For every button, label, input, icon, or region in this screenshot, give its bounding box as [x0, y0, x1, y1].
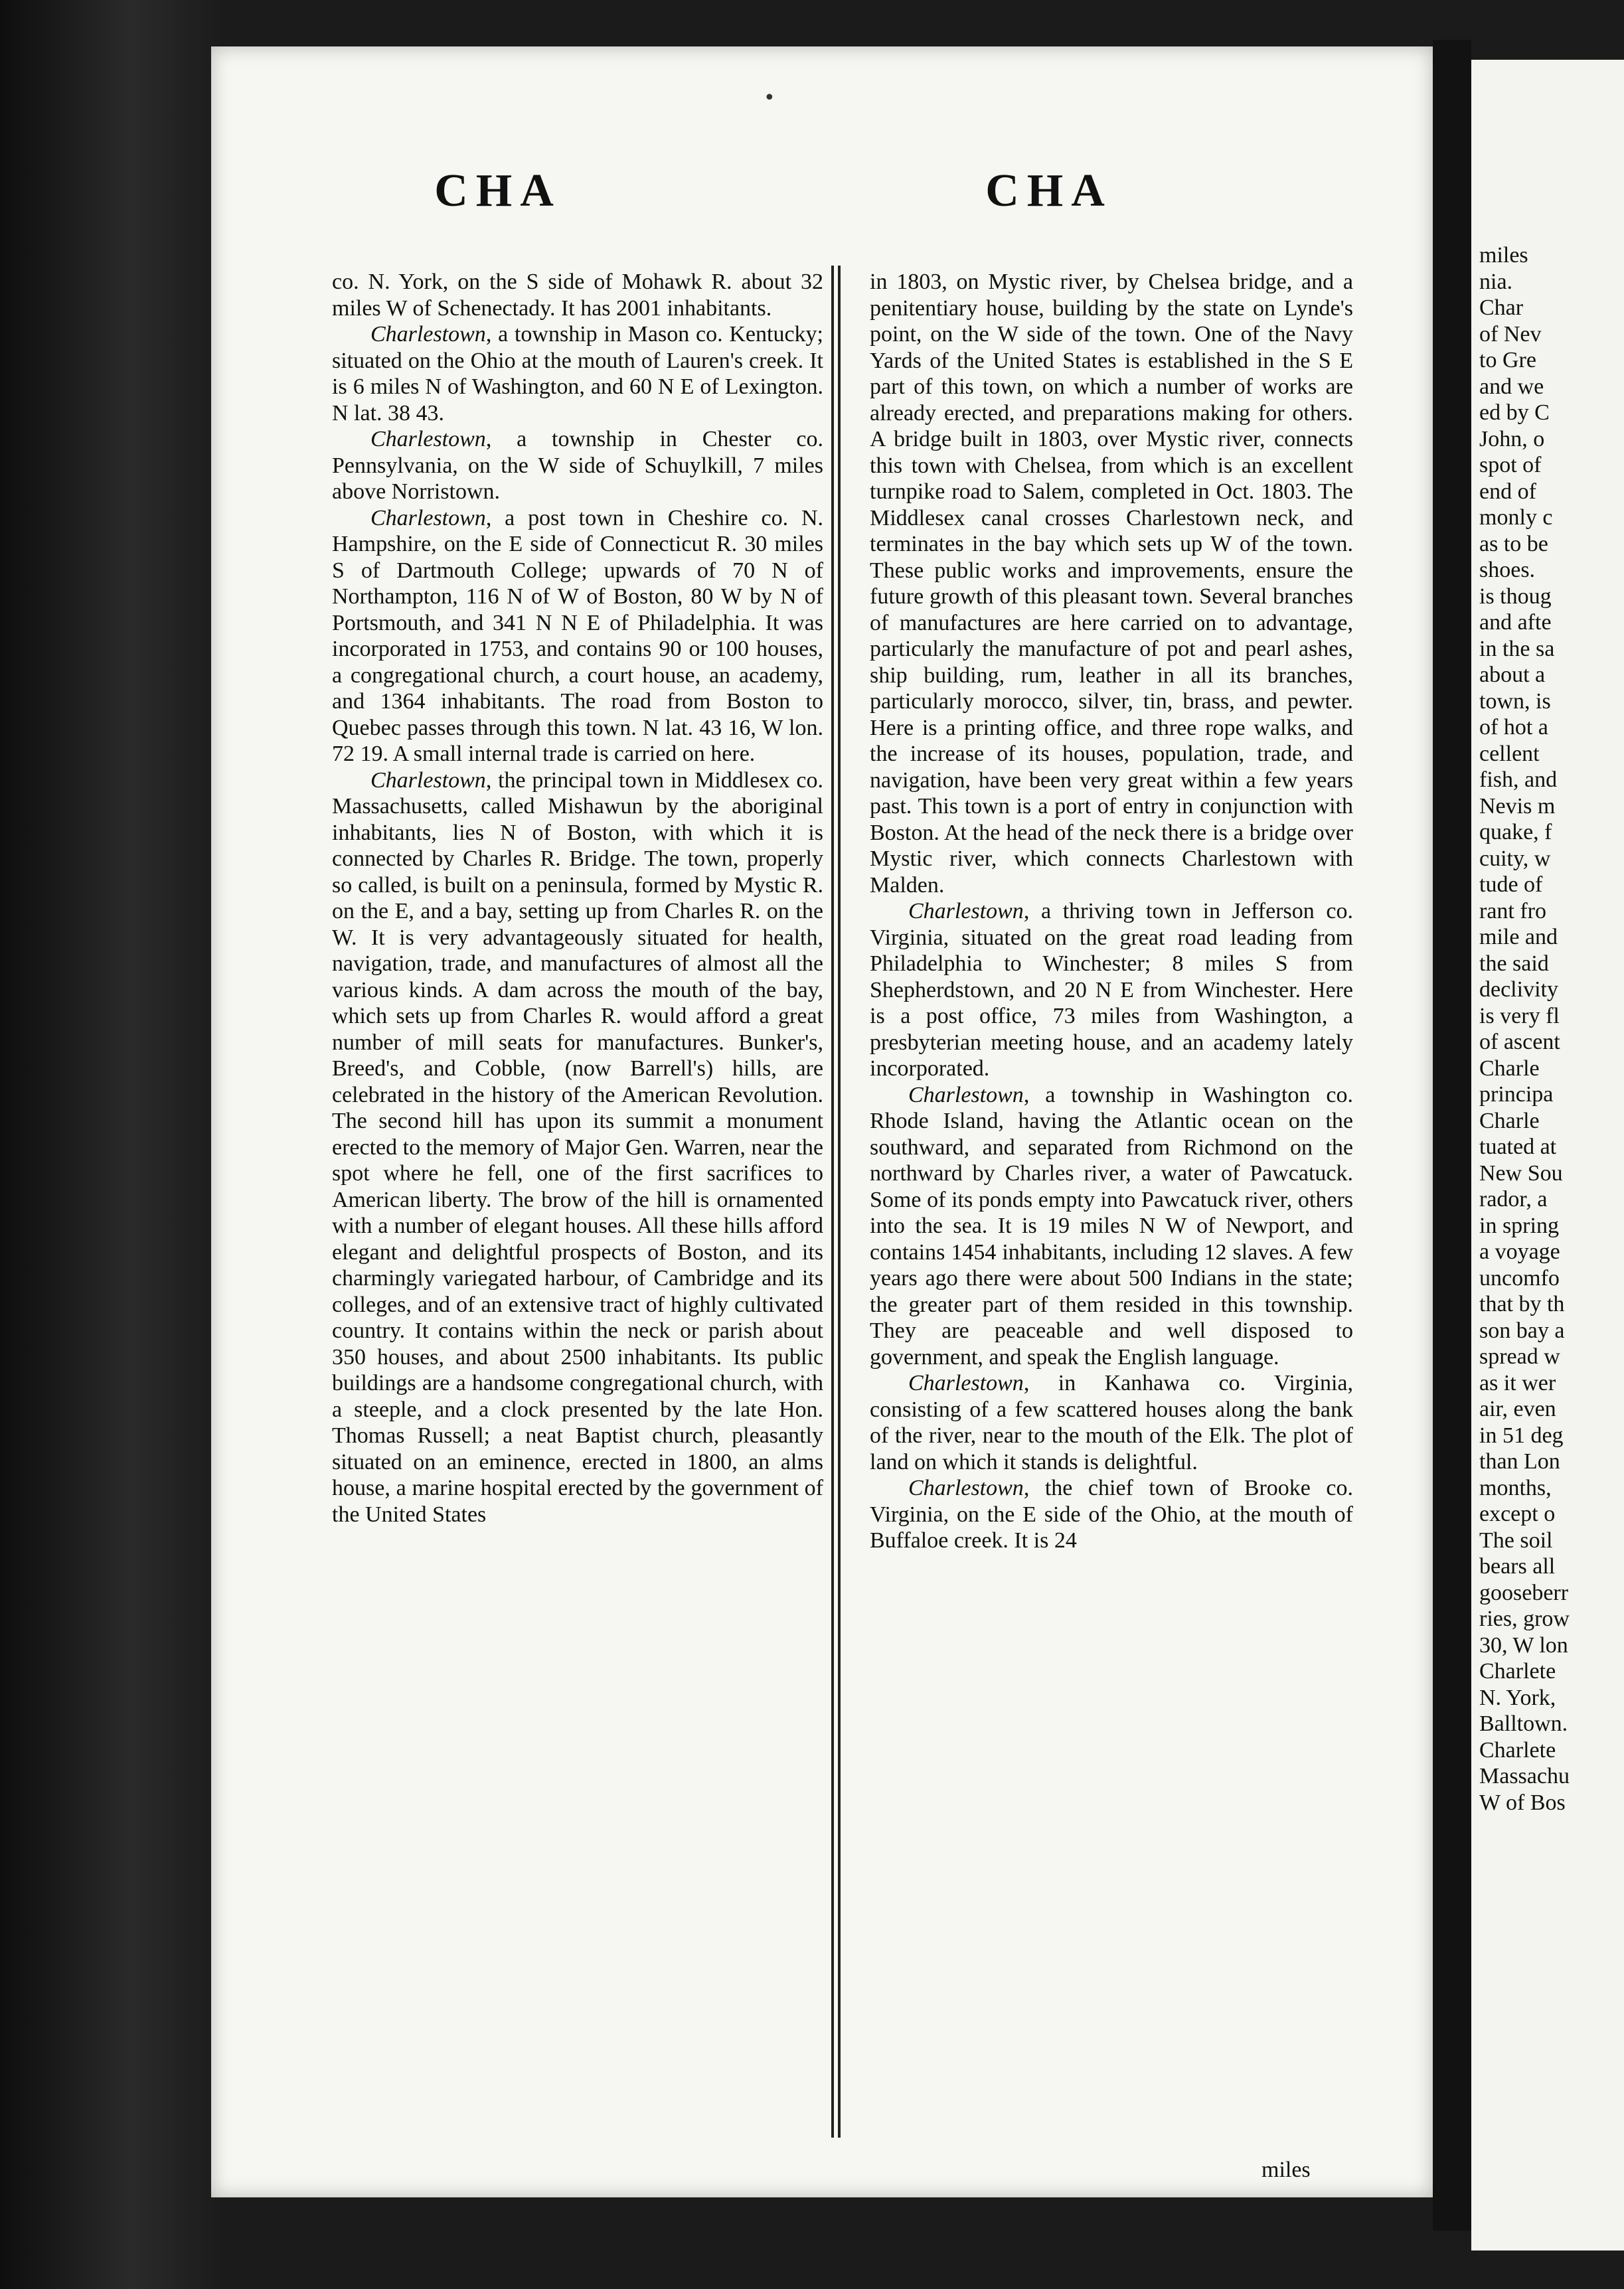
- fragment-line: the said: [1479, 951, 1549, 976]
- gazetteer-entry: [870, 1370, 1353, 1475]
- fragment-line: of hot a: [1479, 715, 1548, 740]
- fragment-line: rant fro: [1479, 898, 1547, 923]
- fragment-line: principa: [1479, 1082, 1554, 1107]
- gazetteer-entry: [332, 505, 823, 767]
- entry-text: , a township in Mason co. Kentucky; situated on the Ohio at the mouth of Lauren's creek. It is 6 miles N of Washington, and 60 N E of Lexington. N lat. 38 43.: [332, 322, 823, 426]
- gazetteer-entry: [332, 767, 823, 1528]
- fragment-line: Massachu: [1479, 1764, 1570, 1788]
- fragment-line: Char: [1479, 295, 1524, 320]
- fragment-line: in 51 deg: [1479, 1423, 1564, 1448]
- fragment-line: is very fl: [1479, 1003, 1560, 1028]
- gazetteer-entry: [332, 269, 823, 321]
- gazetteer-entry: [332, 426, 823, 505]
- entry-text: , in Kanhawa co. Virginia, consisting of a few scattered houses along the bank of the river, near to the mouth of the Elk. The plot of land on which it stands is delightful.: [870, 1371, 1353, 1474]
- gazetteer-entry: [870, 1475, 1353, 1554]
- fragment-line: a voyage: [1479, 1239, 1560, 1264]
- fragment-line: fish, and: [1479, 767, 1558, 792]
- fragment-line: quake, f: [1479, 820, 1552, 844]
- entry-headword: Charlestown: [370, 427, 486, 451]
- entry-headword: Charlestown: [370, 505, 486, 530]
- fragment-line: The soil: [1479, 1528, 1553, 1553]
- fragment-line: months,: [1479, 1475, 1552, 1500]
- entry-text: , the principal town in Middlesex co. Massachusetts, called Mishawun by the aboriginal inhabitants, lies N of Boston, with which it is connected by Charles R. Bridge. The town, properly so called, is built on a peninsula, formed by Mystic R. on the E, and a bay, setting up from Charles R. on the W. It is very advantageously situated for health, navigation, trade, and manufactures of almost all the various kinds. A dam across the mouth of the bay, which sets up from Charles R. would afford a great number of mill seats for manufactures. Bunker's, Breed's, and Cobble, (now Barrell's) hills, are celebrated in the history of the American Revolution. The second hill has upon its summit a monument erected to the memory of Major Gen. Warren, near the spot where he fell, one of the first sacrifices to American liberty. The brow of the hill is ornamented with a number of elegant houses. All these hills afford elegant and delightful prospects of Boston, and its charmingly variegated harbour, of Cambridge and its colleges, and of an extensive tract of highly cultivated country. It contains within the neck or parish about 350 houses, and about 2500 inhabitants. Its public buildings are a handsome congregational church, with a steeple, and a clock presented by the late Hon. Thomas Russell; a neat Baptist church, pleasantly situated on an eminence, erected in 1800, an alms house, a marine hospital erected by the government of the United States: [332, 767, 823, 1527]
- entry-text: , the chief town of Brooke co. Virginia, on the E side of the Ohio, at the mouth of Buffaloe creek. It is 24: [870, 1476, 1353, 1553]
- entry-text: , a thriving town in Jefferson co. Virginia, situated on the great road leading from Philadelphia to Winchester; 8 miles S from Shepherdstown, and 20 N E from Winchester. Here is a post office, 73 miles from Washington, a presbyterian meeting house, and an academy lately incorporated.: [870, 899, 1353, 1081]
- fragment-line: in the sa: [1479, 636, 1555, 661]
- fragment-line: bears all: [1479, 1554, 1556, 1579]
- fragment-line: of ascent: [1479, 1030, 1560, 1054]
- fragment-line: Balltown.: [1479, 1711, 1568, 1736]
- fragment-line: gooseberr: [1479, 1580, 1569, 1605]
- page-mark: •: [764, 86, 775, 110]
- fragment-line: Charle: [1479, 1056, 1540, 1081]
- gazetteer-entry: [332, 321, 823, 426]
- entry-headword: Charlestown: [370, 767, 486, 793]
- fragment-line: spot of: [1479, 453, 1542, 477]
- entry-text: in 1803, on Mystic river, by Chelsea bridge, and a penitentiary house, building by the state on Lynde's point, on the W side of the town. One of the Navy Yards of the United States is established in the S E part of this town, on which a number of works are already erected, and preparations making for others. A bridge built in 1803, over Mystic river, connects this town with Chelsea, from which is an excellent turnpike road to Salem, completed in Oct. 1803. The Middlesex canal crosses Charlestown neck, and terminates in the bay which sets up W of the town. These public works and improvements, ensure the future growth of this pleasant town. Several branches of manufactures are here carried on to advantage, particularly the manufacture of pot and pearl ashes, ship building, rum, leather in all its branches, particularly morocco, silver, tin, brass, and pewter. Here is a printing office, and three rope walks, and the increase of its houses, population, trade, and navigation, have been very great within a few years past. This town is a port of entry in conjunction with Boston. At the head of the neck there is a bridge over Mystic river, which connects Charlestown with Malden.: [870, 270, 1353, 898]
- fragment-line: John, o: [1479, 426, 1545, 451]
- fragment-line: than Lon: [1479, 1449, 1560, 1474]
- left-column: [332, 269, 823, 2148]
- fragment-line: W of Bos: [1479, 1790, 1566, 1815]
- fragment-line: Charle: [1479, 1108, 1540, 1133]
- fragment-line: 30, W lon: [1479, 1632, 1568, 1658]
- book-binding: [0, 0, 219, 2289]
- fragment-line: nia.: [1479, 269, 1513, 294]
- running-head-left: CHA: [434, 165, 562, 216]
- fragment-line: tuated at: [1479, 1135, 1557, 1159]
- fragment-line: cuity, w: [1479, 846, 1551, 871]
- fragment-line: declivity: [1479, 977, 1558, 1002]
- fragment-line: of Nev: [1479, 321, 1542, 347]
- fragment-line: son bay a: [1479, 1318, 1565, 1343]
- fragment-line: except o: [1479, 1502, 1556, 1526]
- fragment-line: and afte: [1479, 610, 1552, 635]
- fragment-line: spread w: [1479, 1344, 1560, 1369]
- fragment-line: as it wer: [1479, 1370, 1556, 1395]
- fragment-line: mile and: [1479, 925, 1558, 949]
- gazetteer-entry: [870, 898, 1353, 1082]
- fragment-line: ries, grow: [1479, 1607, 1570, 1631]
- fragment-line: is thoug: [1479, 584, 1552, 609]
- right-page-edge: [1471, 60, 1624, 2250]
- fragment-line: air, even: [1479, 1397, 1556, 1421]
- fragment-line: as to be: [1479, 531, 1548, 556]
- fragment-line: New Sou: [1479, 1160, 1563, 1186]
- entry-text: co. N. York, on the S side of Mohawk R. about 32 miles W of Schenectady. It has 2001 inhabitants.: [332, 270, 823, 321]
- fragment-line: in spring: [1479, 1213, 1559, 1238]
- fragment-line: end of: [1479, 479, 1536, 504]
- fragment-line: ed by C: [1479, 400, 1550, 425]
- gazetteer-entry: [870, 269, 1353, 898]
- fragment-line: to Gre: [1479, 348, 1536, 372]
- fragment-line: tude of: [1479, 872, 1543, 897]
- fragment-line: monly c: [1479, 505, 1553, 530]
- fragment-line: Nevis m: [1479, 793, 1556, 819]
- entry-headword: Charlestown: [908, 1082, 1024, 1107]
- entry-text: , a township in Washington co. Rhode Island, having the Atlantic ocean on the southward, and separated from Richmond on the northward by Charles river, a water of Pawcatuck. Some of its ponds empty into Pawcatuck river, others into the sea. It is 19 miles N W of Newport, and contains 1454 inhabitants, including 12 slaves. A few years ago there were about 500 Indians in the state; the greater part of them resided in this township. They are peaceable and well disposed to government, and speak the English language.: [870, 1082, 1353, 1370]
- fragment-line: that by th: [1479, 1292, 1565, 1316]
- fragment-line: Charlete: [1479, 1737, 1556, 1763]
- fragment-line: shoes.: [1479, 558, 1536, 582]
- entry-headword: Charlestown: [908, 899, 1024, 923]
- running-head-right: CHA: [985, 165, 1113, 216]
- fragment-line: cellent: [1479, 741, 1540, 766]
- entry-headword: Charlestown: [908, 1476, 1024, 1500]
- entry-headword: Charlestown: [908, 1371, 1024, 1395]
- fragment-line: Charlete: [1479, 1659, 1556, 1684]
- entry-headword: Charlestown: [370, 322, 486, 347]
- catchword: miles: [1261, 2158, 1311, 2182]
- fragment-line: miles: [1479, 243, 1528, 268]
- fragment-line: rador, a: [1479, 1187, 1548, 1212]
- entry-text: , a township in Chester co. Pennsylvania, on the W side of Schuylkill, 7 miles above Norristown.: [332, 427, 823, 504]
- page-gutter: [1433, 40, 1471, 2231]
- fragment-line: about a: [1479, 663, 1546, 687]
- fragment-line: town, is: [1479, 688, 1551, 714]
- right-column: [870, 269, 1353, 2148]
- column-rule: [831, 266, 834, 2138]
- gazetteer-entry: [870, 1082, 1353, 1371]
- fragment-line: N. York,: [1479, 1685, 1556, 1710]
- column-rule: [838, 266, 841, 2138]
- fragment-line: uncomfo: [1479, 1265, 1560, 1291]
- next-page-fragment: [1479, 242, 1624, 1816]
- entry-text: , a post town in Cheshire co. N. Hampshire, on the E side of Connecticut R. 30 miles S of Dartmouth College; upwards of 70 N of Northampton, 116 N of W of Boston, 80 W by N of Portsmouth, and 341 N N E of Philadelphia. It was incorporated in 1753, and contains 90 or 100 houses, a congregational church, a court house, an academy, and 1364 inhabitants. The road from Boston to Quebec passes through this town. N lat. 43 16, W lon. 72 19. A small internal trade is carried on here.: [332, 505, 823, 766]
- fragment-line: and we: [1479, 374, 1544, 399]
